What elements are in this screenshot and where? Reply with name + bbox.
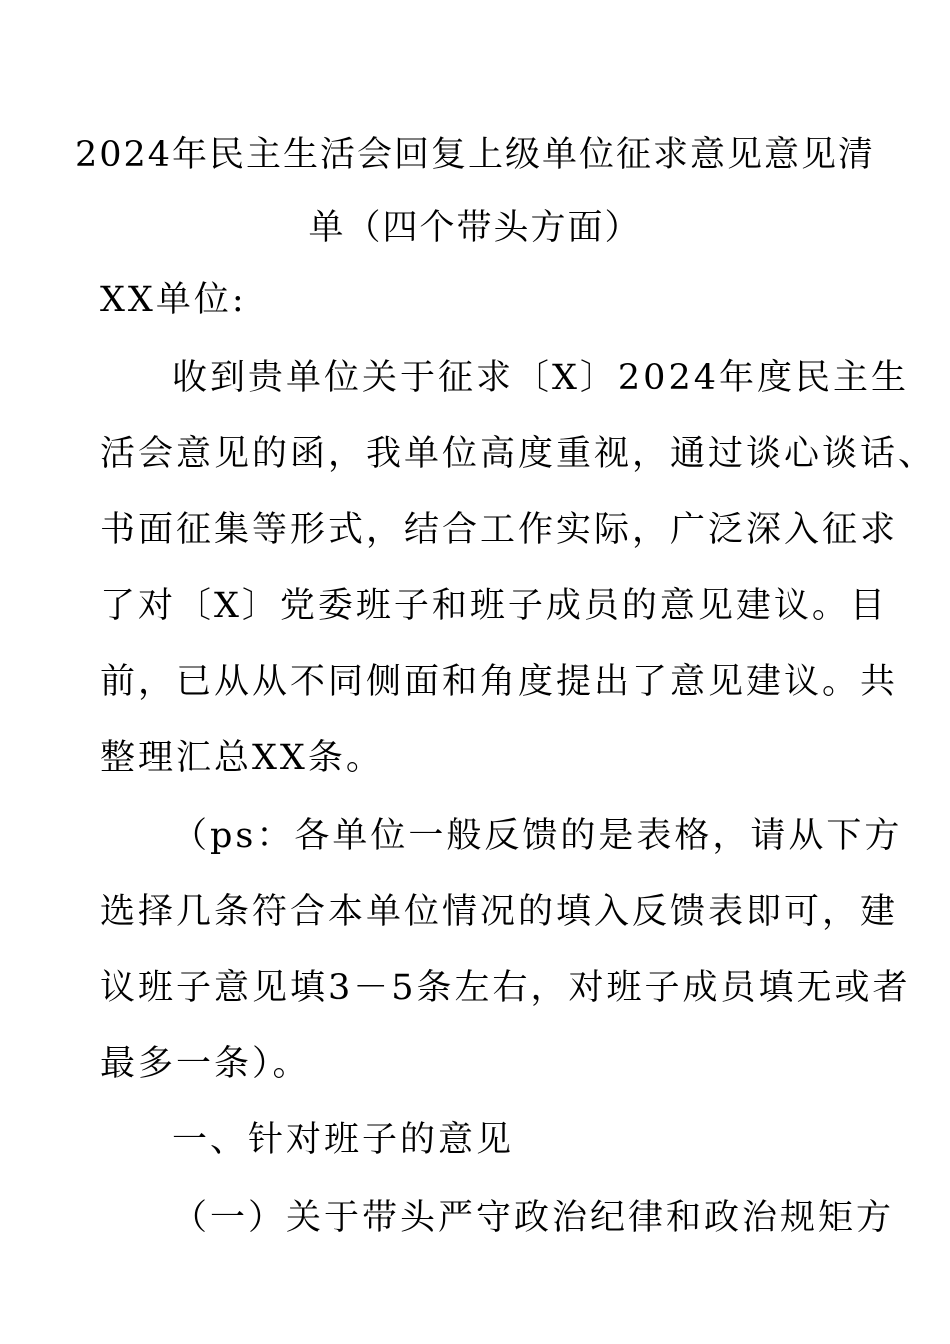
document-title-line-2: 单（四个带头方面） (308, 208, 642, 248)
paragraph-1-line-5: 前，已从从不同侧面和角度提出了意见建议。共 (100, 662, 899, 702)
paragraph-1-line-2: 活会意见的函，我单位高度重视，通过谈心谈话、 (100, 434, 937, 474)
paragraph-1-line-6: 整理汇总XX条。 (100, 738, 384, 778)
document-title-line-1: 2024年民主生活会回复上级单位征求意见意见清 (74, 135, 876, 175)
paragraph-1-line-1: 收到贵单位关于征求〔X〕2024年度民主生 (172, 358, 909, 398)
subsection-heading: （一）关于带头严守政治纪律和政治规矩方 (172, 1198, 895, 1238)
paragraph-2-line-2: 选择几条符合本单位情况的填入反馈表即可，建 (100, 892, 899, 932)
salutation: XX单位: (100, 280, 247, 320)
paragraph-1-line-4: 了对〔X〕党委班子和班子成员的意见建议。目 (100, 586, 888, 626)
paragraph-2-line-4: 最多一条）。 (100, 1044, 311, 1084)
section-heading: 一、针对班子的意见 (172, 1120, 515, 1160)
paragraph-2-line-1: （ps：各单位一般反馈的是表格，请从下方 (172, 816, 903, 856)
paragraph-1-line-3: 书面征集等形式，结合工作实际，广泛深入征求 (100, 510, 899, 550)
paragraph-2-line-3: 议班子意见填3－5条左右，对班子成员填无或者 (100, 968, 911, 1008)
